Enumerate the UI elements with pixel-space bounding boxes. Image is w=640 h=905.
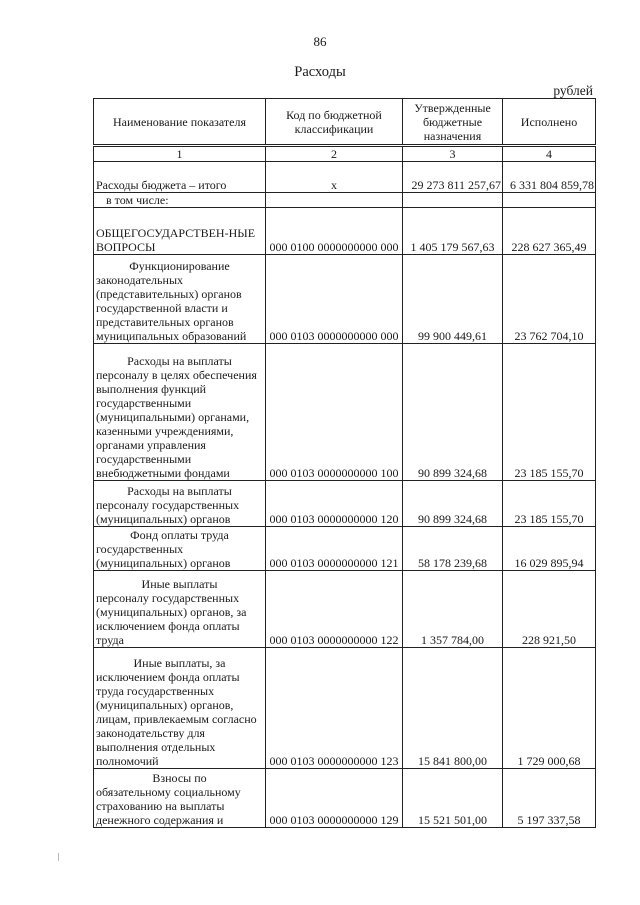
row-name: [94, 571, 266, 648]
row-name: [94, 255, 266, 344]
currency-unit: рублей: [553, 83, 593, 98]
expenses-table: [93, 98, 596, 828]
row-approved: 15 521 501,00: [403, 769, 503, 828]
total-executed: 6 331 804 859,78: [503, 162, 596, 193]
table-row: [94, 648, 596, 769]
row-name-first: Взносы по: [152, 771, 207, 785]
row-name-rest: государственных (муниципальных) органов: [96, 542, 231, 570]
row-name-rest: обязательному социальному страхованию на выплаты денежного содержания и: [96, 785, 241, 827]
row-name-first: Функционирование: [129, 259, 230, 273]
row-name-first: Иные выплаты, за: [133, 656, 226, 670]
row-name: [94, 527, 266, 571]
row-executed: 23 185 155,70: [503, 344, 596, 481]
row-name: [94, 208, 266, 255]
row-approved: 90 899 324,68: [403, 481, 503, 527]
including-label: в том числе:: [94, 193, 266, 208]
row-code: 000 0103 0000000000 000: [266, 255, 403, 344]
row-executed: 16 029 895,94: [503, 527, 596, 571]
row-approved: 90 899 324,68: [403, 344, 503, 481]
row-name-rest: ОБЩЕГОСУДАРСТВЕН-НЫЕ ВОПРОСЫ: [96, 226, 256, 254]
row-approved: 99 900 449,61: [403, 255, 503, 344]
page-number: 86: [313, 34, 327, 49]
row-code: 000 0103 0000000000 129: [266, 769, 403, 828]
row-executed: 1 729 000,68: [503, 648, 596, 769]
row-name: [94, 481, 266, 527]
total-row: [94, 162, 596, 193]
row-executed: 228 627 365,49: [503, 208, 596, 255]
row-name-rest: законодательных (представительных) органов государственной власти и представительных органов муниципальных образований: [96, 273, 247, 343]
header-executed: Исполнено: [503, 99, 596, 146]
row-approved: 1 357 784,00: [403, 571, 503, 648]
row-code: 000 0103 0000000000 123: [266, 648, 403, 769]
row-approved: 58 178 239,68: [403, 527, 503, 571]
row-name-first: Фонд оплаты труда: [130, 528, 229, 542]
column-number: 1: [94, 146, 266, 162]
table-row: [94, 344, 596, 481]
column-number: 4: [503, 146, 596, 162]
row-name-rest: персоналу в целях обеспечения выполнения функций государственными (муниципальными) органами, казенными учреждениями, органами управления государственными внебюджетными фондами: [96, 368, 257, 480]
row-name-rest: исключением фонда оплаты труда государственных (муниципальных) органов, лицам, привлекаемым согласно законодательству для выполнения отдельных полномочий: [96, 670, 257, 768]
row-name: [94, 769, 266, 828]
row-executed: 5 197 337,58: [503, 769, 596, 828]
header-code: Код по бюджетной классификации: [266, 99, 403, 146]
row-code: 000 0103 0000000000 100: [266, 344, 403, 481]
row-name-rest: персоналу государственных (муниципальных) органов: [96, 498, 240, 526]
header-approved: Утвержденные бюджетные назначения: [403, 99, 503, 146]
header-name: Наименование показателя: [94, 99, 266, 146]
table-row: [94, 571, 596, 648]
table-row: [94, 255, 596, 344]
row-name-first: Иные выплаты: [141, 577, 218, 591]
row-executed: 23 762 704,10: [503, 255, 596, 344]
row-name-first: Расходы на выплаты: [127, 354, 232, 368]
column-number-row: [94, 146, 596, 162]
row-name-first: Расходы на выплаты: [127, 484, 232, 498]
column-number: 3: [403, 146, 503, 162]
table-row: [94, 481, 596, 527]
row-executed: 23 185 155,70: [503, 481, 596, 527]
row-code: 000 0103 0000000000 122: [266, 571, 403, 648]
total-approved: 29 273 811 257,67: [403, 162, 503, 193]
table-row: [94, 208, 596, 255]
column-number: 2: [266, 146, 403, 162]
row-name: [94, 344, 266, 481]
row-code: 000 0103 0000000000 121: [266, 527, 403, 571]
total-name: Расходы бюджета – итого: [94, 162, 266, 193]
row-code: 000 0100 0000000000 000: [266, 208, 403, 255]
document-title: Расходы: [294, 64, 346, 80]
including-row: [94, 193, 596, 208]
table-row: [94, 527, 596, 571]
total-code: x: [266, 162, 403, 193]
row-approved: 15 841 800,00: [403, 648, 503, 769]
scan-mark: [58, 853, 59, 861]
table-header-row: [94, 99, 596, 146]
row-code: 000 0103 0000000000 120: [266, 481, 403, 527]
row-approved: 1 405 179 567,63: [403, 208, 503, 255]
row-executed: 228 921,50: [503, 571, 596, 648]
table-row: [94, 769, 596, 828]
row-name: [94, 648, 266, 769]
row-name-rest: персоналу государственных (муниципальных) органов, за исключением фонда оплаты труда: [96, 591, 247, 647]
